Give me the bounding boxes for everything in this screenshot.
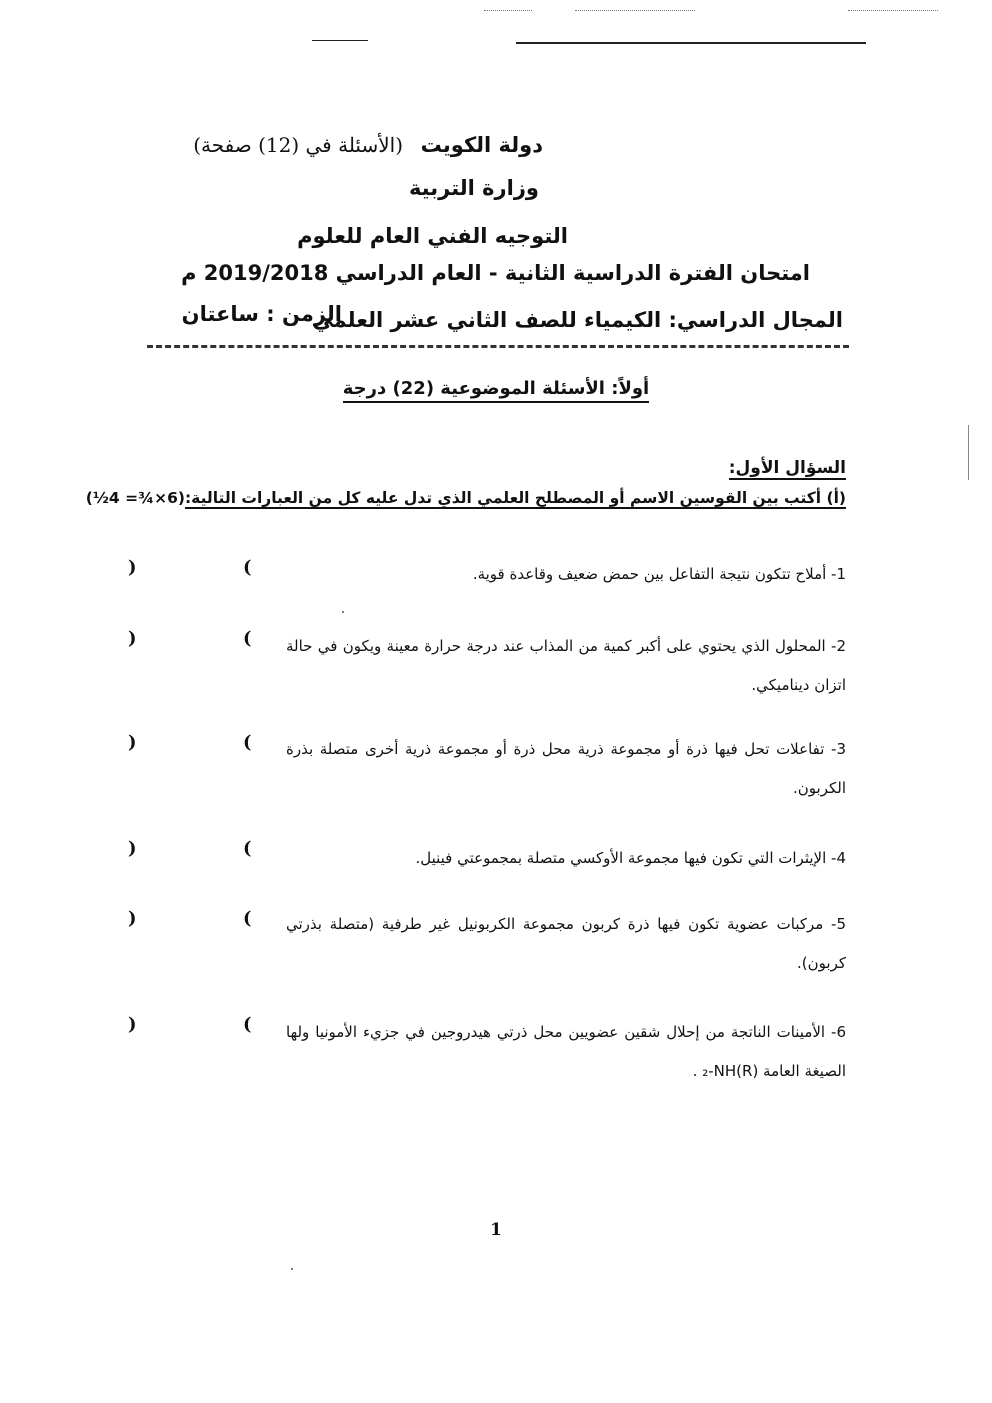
page-number: 1 [490,1220,502,1240]
list-item: 1- أملاح تتكون نتيجة التفاعل بين حمض ضعيف وقاعدة قوية. [472,565,846,583]
marks-note: (6×¾= 4½) [85,489,185,507]
section-title [0,378,992,399]
question-instruction [86,489,846,507]
scan-edge-line [516,42,866,44]
country-name: دولة الكويت [420,133,543,157]
answer-blank-close[interactable]: ) [128,557,137,578]
list-item: 6- الأمينات الناتجة من إحلال شقين عضويين محل ذرتي هيدروجين في جزيء الأمونيا ولها الصيغة العامة (R)₂-NH . [286,1023,846,1080]
answer-blank-open[interactable]: ( [243,557,252,578]
ministry-name: وزارة التربية [408,176,539,200]
instruction-text: (أ) أكتب بين القوسين الاسم أو المصطلح العلمي الذي تدل عليه كل من العبارات التالية: [184,489,846,507]
answer-blank-open[interactable]: ( [243,838,252,859]
scan-edge-dots [484,10,532,11]
exam-title: امتحان الفترة الدراسية الثانية - العام الدراسي 2019/2018 م [181,261,810,285]
question-title: السؤال الأول: [728,458,846,478]
answer-blank-open[interactable]: ( [243,732,252,753]
answer-blank-close[interactable]: ) [128,1014,137,1035]
list-item: 5- مركبات عضوية تكون فيها ذرة كربون مجموعة الكربونيل غير طرفية (متصلة بذرتي كربون). [286,915,846,972]
header-separator [147,345,849,348]
page-count-note: (الأسئلة في (12) صفحة) [193,133,403,157]
scan-speck [291,1268,293,1270]
list-item: 4- الإيثرات التي تكون فيها مجموعة الأوكسي متصلة بمجموعتي فينيل. [415,849,846,867]
answer-blank-open[interactable]: ( [243,908,252,929]
margin-mark [968,425,969,480]
answer-blank-close[interactable]: ) [128,628,137,649]
answer-blank-close[interactable]: ) [128,838,137,859]
answer-blank-close[interactable]: ) [128,908,137,929]
time-line: الزمن : ساعتان [181,302,342,326]
scan-edge-line [312,40,368,41]
answer-blank-open[interactable]: ( [243,628,252,649]
list-item: 2- المحلول الذي يحتوي على أكبر كمية من المذاب عند درجة حرارة معينة ويكون في حالة اتزان ديناميكي. [286,637,846,694]
list-item: 3- تفاعلات تحل فيها ذرة أو مجموعة ذرية محل ذرة أو مجموعة ذرية أخرى متصلة بذرة الكربون. [286,740,846,797]
answer-blank-close[interactable]: ) [128,732,137,753]
answer-blank-open[interactable]: ( [243,1014,252,1035]
scan-edge-dots [848,10,938,11]
section-title-text: أولاً: الأسئلة الموضوعية (22) درجة [343,378,649,403]
scan-speck [342,611,344,613]
scan-edge-dots [575,10,695,11]
directorate-name: التوجيه الفني العام للعلوم [297,224,568,248]
subject-line: المجال الدراسي: الكيمياء للصف الثاني عشر العلمي [312,308,843,332]
